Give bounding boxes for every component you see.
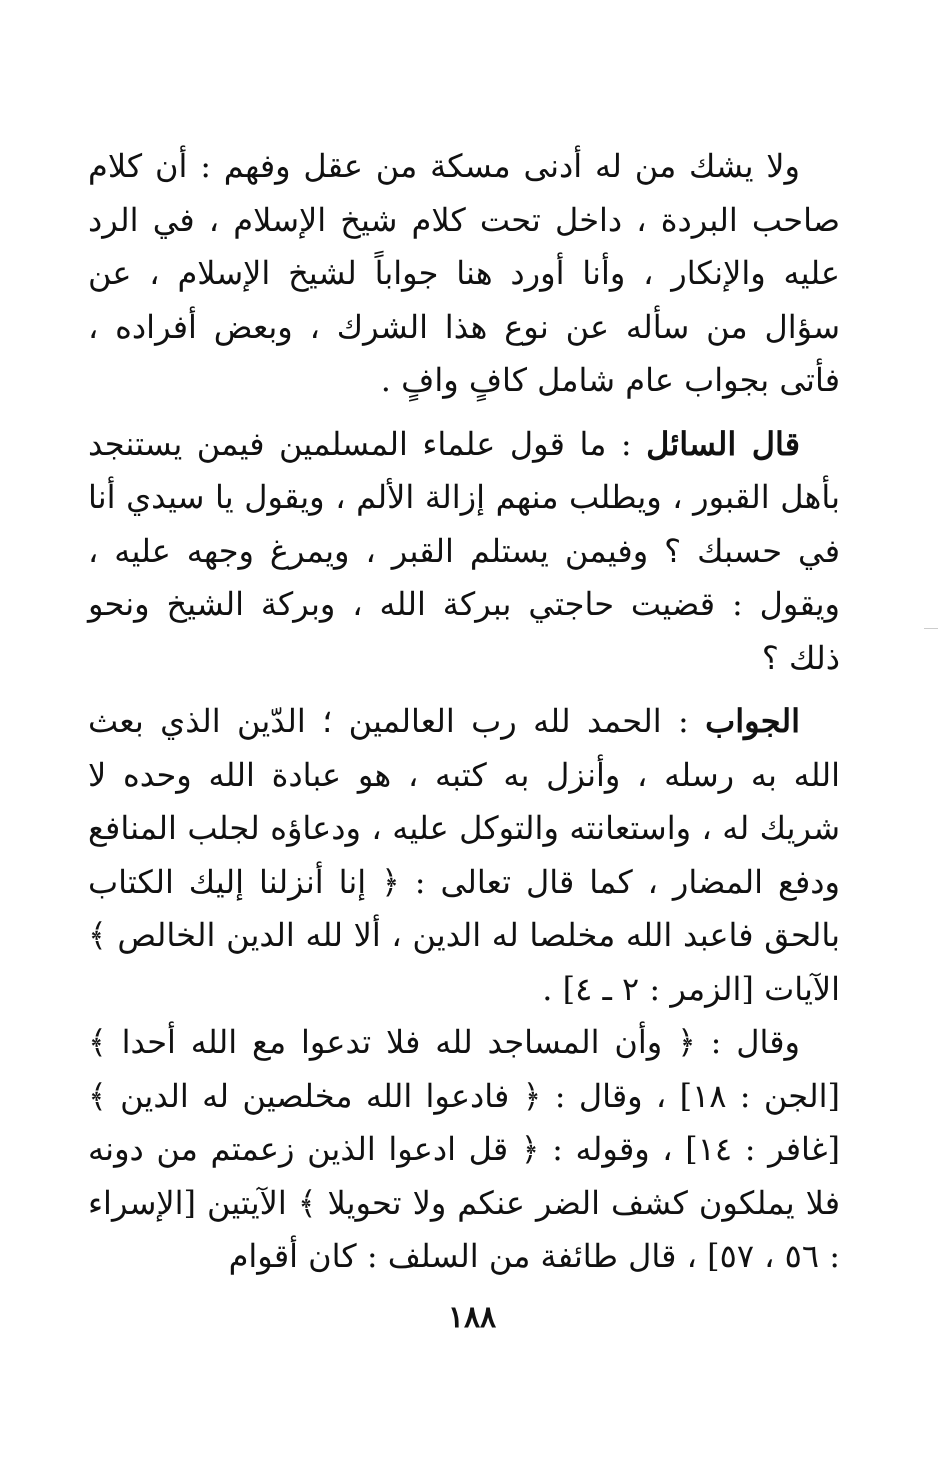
page-number: ١٨٨ [447, 1300, 497, 1335]
paragraph-lead: قال السائل [646, 424, 801, 463]
paragraph-text: ولا يشك من له أدنى مسكة من عقل وفهم : أن كلام صاحب البردة ، داخل تحت كلام شيخ الإسلام ، في الرد عليه والإنكار ، وأنا أورد هنا جواباً لشيخ الإسلام ، عن سؤال من سأله عن نوع هذا الشرك ، وبعض أفراده ، فأتى بجواب عام شامل كافٍ وافٍ . [88, 147, 840, 399]
paragraph-question [88, 418, 840, 686]
paragraph-answer [88, 695, 840, 1016]
page-body [88, 140, 840, 1284]
paragraph-text: : الحمد لله رب العالمين ؛ الدّين الذي بعث الله به رسله ، وأنزل به كتبه ، هو عبادة الله وحده لا شريك له ، واستعانته والتوكل عليه ، ودعاؤه لجلب المنافع ودفع المضار ، كما قال تعالى : ﴿ إنا أنزلنا إليك الكتاب بالحق فاعبد الله مخلصا له الدين ، ألا لله الدين الخالص ﴾ الآيات [الزمر : ٢ ـ ٤] . [88, 702, 840, 1008]
page-edge-mark [924, 628, 938, 629]
paragraph-continuation [88, 1016, 840, 1284]
paragraph-text: : ما قول علماء المسلمين فيمن يستنجد بأهل القبور ، ويطلب منهم إزالة الألم ، ويقول يا سيدي أنا في حسبك ؟ وفيمن يستلم القبر ، ويمرغ وجهه عليه ، ويقول : قضيت حاجتي ببركة الله ، وبركة الشيخ ونحو ذلك ؟ [88, 424, 841, 677]
paragraph-intro [88, 140, 840, 408]
paragraph-text: وقال : ﴿ وأن المساجد لله فلا تدعوا مع الله أحدا ﴾ [الجن : ١٨] ، وقال : ﴿ فادعوا الله مخلصين له الدين ﴾ [غافر : ١٤] ، وقوله : ﴿ قل ادعوا الذين زعمتم من دونه فلا يملكون كشف الضر عنكم ولا تحويلا ﴾ الآيتين [الإسراء : ٥٦ ، ٥٧] ، قال طائفة من السلف : كان أقوام [88, 1023, 841, 1275]
paragraph-lead: الجواب [705, 702, 800, 740]
